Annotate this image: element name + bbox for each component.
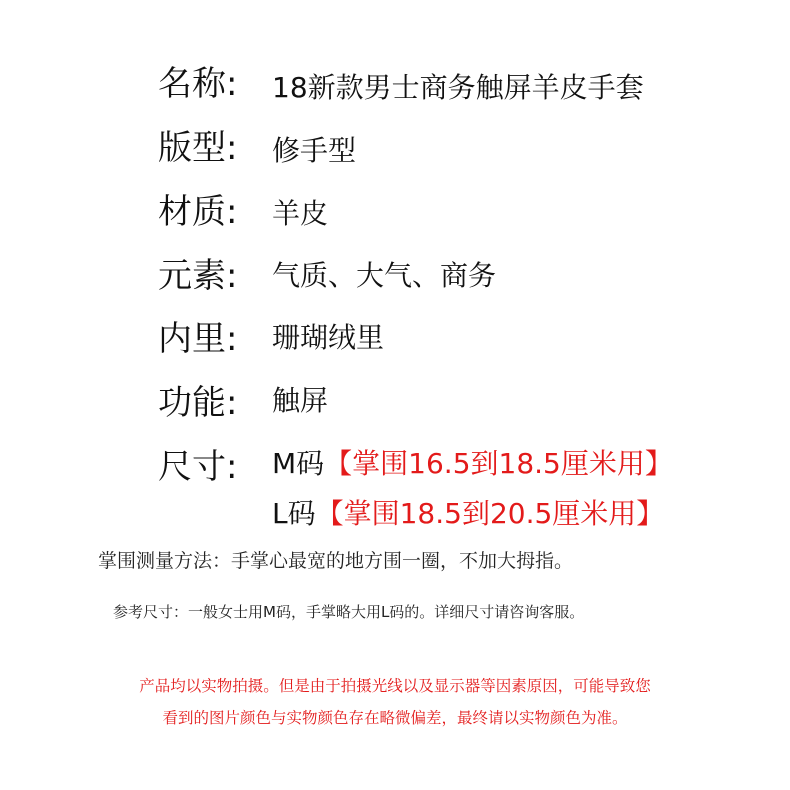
disclaimer-line-1: 产品均以实物拍摄。但是由于拍摄光线以及显示器等因素原因，可能导致您 <box>139 677 651 695</box>
disclaimer-line-2: 看到的图片颜色与实物颜色存在略微偏差，最终请以实物颜色为准。 <box>162 709 628 727</box>
spec-label-name: 名称: <box>158 64 238 104</box>
reference-size-note: 参考尺寸：一般女士用M码，手掌略大用L码的。详细尺寸请咨询客服。 <box>113 603 585 621</box>
spec-value-elements: 气质、大气、商务 <box>272 259 497 292</box>
size-option-l <box>272 494 664 534</box>
spec-value-material: 羊皮 <box>272 197 329 230</box>
size-code-m: M码 <box>272 447 325 480</box>
spec-label-function: 功能: <box>158 383 238 423</box>
size-code-l: L码 <box>272 497 316 530</box>
spec-label-lining: 内里: <box>158 319 238 359</box>
spec-label-fit: 版型: <box>158 128 238 168</box>
spec-label-size: 尺寸: <box>158 447 238 487</box>
size-option-m <box>272 444 673 484</box>
spec-value-function: 触屏 <box>272 384 329 417</box>
spec-label-elements: 元素: <box>158 256 238 296</box>
spec-value-name: 18新款男士商务触屏羊皮手套 <box>272 71 644 104</box>
size-range-m: 【掌围16.5到18.5厘米用】 <box>324 447 673 480</box>
size-range-l: 【掌围18.5到20.5厘米用】 <box>315 497 665 530</box>
spec-value-lining: 珊瑚绒里 <box>272 321 385 354</box>
spec-label-material: 材质: <box>158 192 238 232</box>
measure-method-note: 掌围测量方法：手掌心最宽的地方围一圈，不加大拇指。 <box>98 550 574 572</box>
spec-value-fit: 修手型 <box>272 134 357 167</box>
